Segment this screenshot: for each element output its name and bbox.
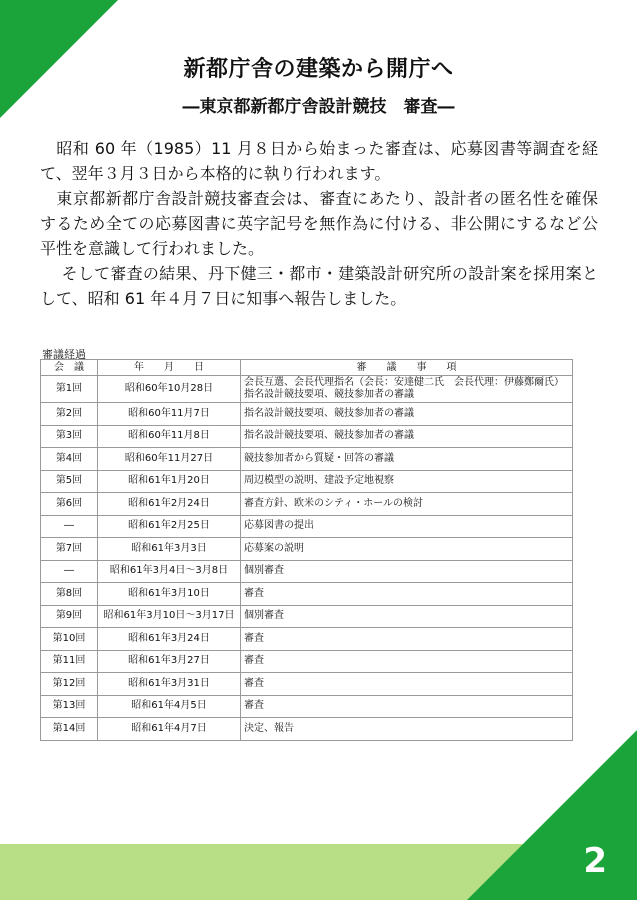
table-row [41, 538, 573, 561]
item-line: 審査 [244, 587, 264, 599]
items-cell [241, 448, 573, 471]
item-line: 指名設計競技要項、競技参加者の審議 [244, 430, 414, 442]
item-line: 応募案の説明 [244, 542, 304, 554]
item-line: 応募図書の提出 [244, 520, 314, 532]
items-cell [241, 560, 573, 583]
date-cell: 昭和60年11月27日 [98, 448, 241, 471]
session-cell: ― [41, 515, 98, 538]
table-row [41, 560, 573, 583]
session-cell: 第12回 [41, 673, 98, 696]
bottom-right-corner-decoration [467, 730, 637, 900]
items-cell [241, 673, 573, 696]
session-cell: 第2回 [41, 403, 98, 426]
table-caption: 審議経過 [42, 348, 86, 361]
header-session: 会 議 [41, 360, 98, 376]
session-cell: 第4回 [41, 448, 98, 471]
table-row [41, 448, 573, 471]
date-cell: 昭和61年3月10日 [98, 583, 241, 606]
items-cell [241, 695, 573, 718]
session-cell: 第8回 [41, 583, 98, 606]
item-line: 指名設計競技要項、競技参加者の審議 [244, 389, 414, 400]
items-cell [241, 403, 573, 426]
date-cell: 昭和61年3月31日 [98, 673, 241, 696]
session-cell: 第1回 [41, 376, 98, 403]
item-line: 個別審査 [244, 565, 284, 577]
item-line: 審査 [244, 700, 264, 712]
session-cell: ― [41, 560, 98, 583]
session-cell: 第13回 [41, 695, 98, 718]
items-cell [241, 650, 573, 673]
items-cell [241, 493, 573, 516]
date-cell: 昭和61年3月24日 [98, 628, 241, 651]
items-cell [241, 425, 573, 448]
items-cell [241, 605, 573, 628]
item-line: 決定、報告 [244, 722, 294, 734]
table-body [41, 376, 573, 741]
table-row [41, 425, 573, 448]
paragraph: そして審査の結果、丹下健三・都市・建築設計研究所の設計案を採用案として、昭和 61 年４月７日に知事へ報告しました。 [40, 264, 598, 308]
table-row [41, 605, 573, 628]
item-line: 審査 [244, 632, 264, 644]
date-cell: 昭和61年3月3日 [98, 538, 241, 561]
date-cell: 昭和61年3月10日～3月17日 [98, 605, 241, 628]
table-row [41, 515, 573, 538]
item-line: 審査方針、欧米のシティ・ホールの検討 [244, 497, 423, 509]
items-cell [241, 376, 573, 403]
items-cell [241, 628, 573, 651]
items-cell [241, 515, 573, 538]
body-text [40, 136, 598, 311]
table-header-row [41, 360, 573, 376]
item-line: 個別審査 [244, 610, 284, 622]
paragraph: 昭和 60 年（1985）11 月８日から始まった審査は、応募図書等調査を経て、翌年３月３日から本格的に執り行われます。 [40, 139, 598, 183]
date-cell: 昭和61年2月25日 [98, 515, 241, 538]
table-row [41, 718, 573, 741]
table-row [41, 493, 573, 516]
table-row [41, 403, 573, 426]
session-cell: 第6回 [41, 493, 98, 516]
page-number: 2 [583, 841, 607, 881]
items-cell [241, 718, 573, 741]
header-items: 審 議 事 項 [241, 360, 573, 376]
page-subtitle: ―東京都新都庁舎設計競技 審査― [182, 97, 455, 117]
item-line: 審査 [244, 655, 264, 667]
items-cell [241, 583, 573, 606]
item-line: 審査 [244, 677, 264, 689]
item-line: 指名設計競技要項、競技参加者の審議 [244, 407, 414, 419]
page-title: 新都庁舎の建築から開庁へ [183, 57, 454, 82]
date-cell: 昭和61年2月24日 [98, 493, 241, 516]
session-cell: 第7回 [41, 538, 98, 561]
items-cell [241, 470, 573, 493]
session-cell: 第9回 [41, 605, 98, 628]
date-cell: 昭和60年10月28日 [98, 376, 241, 403]
session-cell: 第5回 [41, 470, 98, 493]
date-cell: 昭和60年11月7日 [98, 403, 241, 426]
table-row [41, 628, 573, 651]
table-row [41, 650, 573, 673]
item-line: 会長互選、会長代理指名（会長：安達健二氏 会長代理：伊藤鄭爾氏） [244, 377, 564, 388]
date-cell: 昭和61年3月27日 [98, 650, 241, 673]
table-row [41, 673, 573, 696]
item-line: 競技参加者から質疑・回答の審議 [244, 452, 394, 464]
session-cell: 第14回 [41, 718, 98, 741]
header-date: 年 月 日 [98, 360, 241, 376]
item-line: 周辺模型の説明、建設予定地視察 [244, 475, 394, 487]
date-cell: 昭和60年11月8日 [98, 425, 241, 448]
date-cell: 昭和61年4月7日 [98, 718, 241, 741]
date-cell: 昭和61年3月4日～3月8日 [98, 560, 241, 583]
table-row [41, 470, 573, 493]
table-row [41, 695, 573, 718]
table-row [41, 583, 573, 606]
paragraph: 東京都新都庁舎設計競技審査会は、審査にあたり、設計者の匿名性を確保するため全ての応募図書に英字記号を無作為に付ける、非公開にするなど公平性を意識して行われました。 [40, 189, 598, 258]
session-cell: 第10回 [41, 628, 98, 651]
session-cell: 第11回 [41, 650, 98, 673]
date-cell: 昭和61年4月5日 [98, 695, 241, 718]
date-cell: 昭和61年1月20日 [98, 470, 241, 493]
session-cell: 第3回 [41, 425, 98, 448]
table-row [41, 376, 573, 403]
items-cell [241, 538, 573, 561]
deliberation-table [40, 359, 573, 741]
